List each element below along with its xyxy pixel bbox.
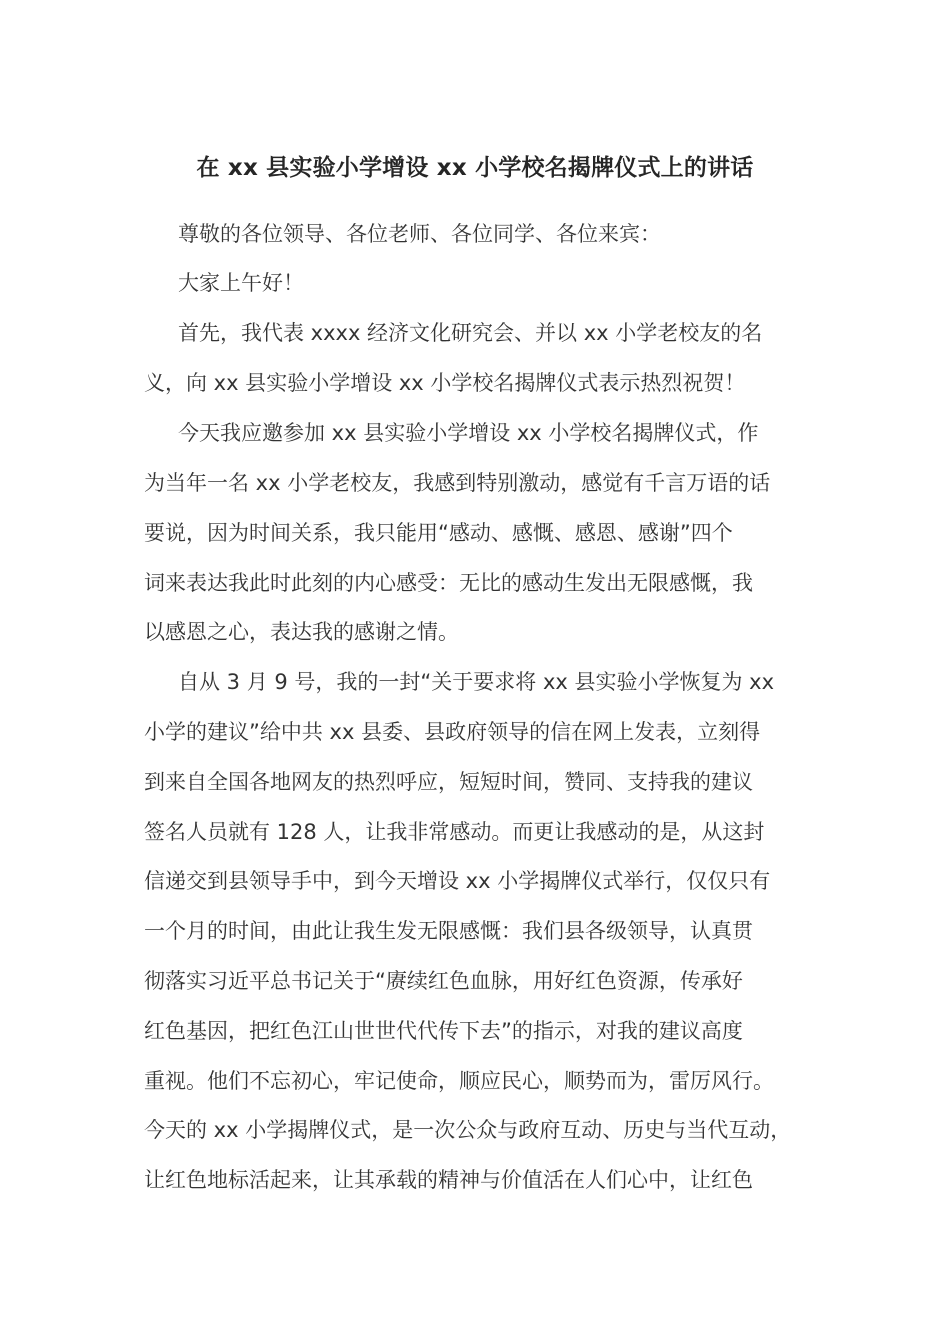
paragraph-line: 信递交到县领导手中，到今天增设 xx 小学揭牌仪式举行，仅仅只有 [144, 869, 771, 893]
greeting-line: 大家上午好！ [178, 271, 304, 295]
paragraph-line: 到来自全国各地网友的热烈呼应，短短时间，赞同、支持我的建议 [144, 770, 753, 794]
paragraph-line: 义，向 xx 县实验小学增设 xx 小学校名揭牌仪式表示热烈祝贺！ [144, 371, 746, 395]
paragraph-line: 一个月的时间，由此让我生发无限感慨：我们县各级领导，认真贯 [144, 919, 753, 943]
paragraph-line: 今天我应邀参加 xx 县实验小学增设 xx 小学校名揭牌仪式，作 [178, 421, 759, 445]
salutation-line: 尊敬的各位领导、各位老师、各位同学、各位来宾： [178, 222, 661, 246]
paragraph-line: 小学的建议”给中共 xx 县委、县政府领导的信在网上发表，立刻得 [144, 720, 761, 744]
paragraph-line: 让红色地标活起来，让其承载的精神与价值活在人们心中，让红色 [144, 1168, 753, 1192]
paragraph-line: 签名人员就有 128 人，让我非常感动。而更让我感动的是，从这封 [144, 820, 765, 844]
paragraph-line: 今天的 xx 小学揭牌仪式，是一次公众与政府互动、历史与当代互动， [144, 1118, 792, 1142]
paragraph-line: 词来表达我此时此刻的内心感受：无比的感动生发出无限感慨，我 [144, 571, 753, 595]
paragraph-line: 首先，我代表 xxxx 经济文化研究会、并以 xx 小学老校友的名 [178, 321, 763, 345]
document-title: 在 xx 县实验小学增设 xx 小学校名揭牌仪式上的讲话 [196, 155, 754, 181]
paragraph-line: 彻落实习近平总书记关于“赓续红色血脉，用好红色资源，传承好 [144, 969, 743, 993]
paragraph-line: 以感恩之心，表达我的感谢之情。 [144, 620, 459, 644]
paragraph-line: 红色基因，把红色江山世世代代传下去”的指示，对我的建议高度 [144, 1019, 743, 1043]
paragraph-line: 自从 3 月 9 号，我的一封“关于要求将 xx 县实验小学恢复为 xx [178, 670, 775, 694]
paragraph-line: 要说，因为时间关系，我只能用“感动、感慨、感恩、感谢”四个 [144, 521, 733, 545]
paragraph-line: 重视。他们不忘初心，牢记使命，顺应民心，顺势而为，雷厉风行。 [144, 1069, 774, 1093]
paragraph-line: 为当年一名 xx 小学老校友，我感到特别激动，感觉有千言万语的话 [144, 471, 771, 495]
